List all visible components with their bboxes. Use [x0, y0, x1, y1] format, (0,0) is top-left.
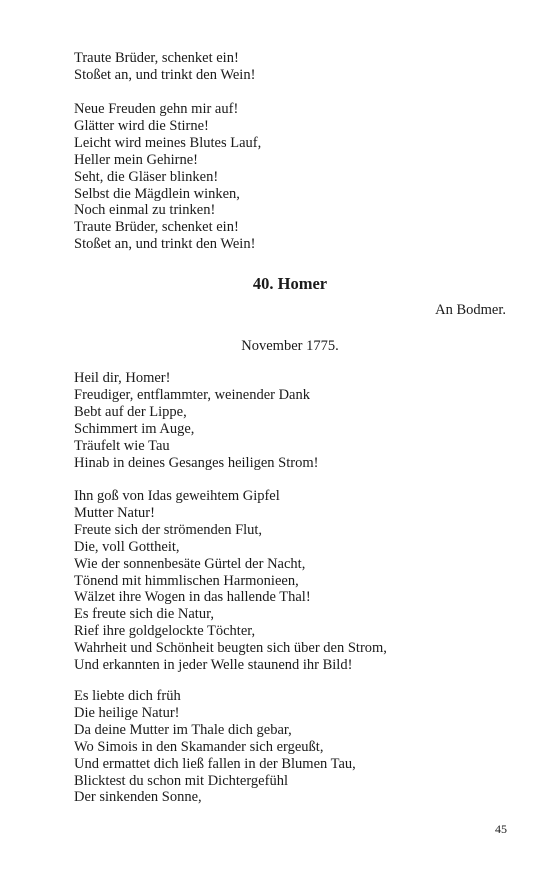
stanza — [74, 688, 514, 806]
verse-line: Glätter wird die Stirne! — [74, 117, 209, 134]
verse-line: Und erkannten in jeder Welle staunend ihr Bild! — [74, 657, 353, 674]
verse-line: Da deine Mutter im Thale dich gebar, — [74, 721, 292, 738]
verse-line: Rief ihre goldgelockte Töchter, — [74, 623, 256, 640]
verse-line: Heil dir, Homer! — [74, 370, 171, 386]
verse-line: Die, voll Gottheit, — [74, 538, 180, 555]
verse-line: Es freute sich die Natur, — [74, 606, 214, 623]
poem-dedication: An Bodmer. — [435, 302, 506, 318]
stanza — [74, 50, 514, 84]
verse-line: Bebt auf der Lippe, — [74, 403, 187, 420]
verse-line: Tönend mit himmlischen Harmonieen, — [74, 572, 299, 589]
verse-line: Schimmert im Auge, — [74, 420, 195, 437]
verse-line: Der sinkenden Sonne, — [74, 789, 202, 806]
verse-line: Wälzet ihre Wogen in das hallende Thal! — [74, 589, 311, 606]
stanza — [74, 370, 514, 471]
verse-line: Stoßet an, und trinkt den Wein! — [74, 66, 256, 83]
verse-line: Blicktest du schon mit Dichtergefühl — [74, 772, 288, 789]
stanza — [74, 101, 514, 253]
verse-line: Stoßet an, und trinkt den Wein! — [74, 236, 256, 253]
verse-line: Heller mein Gehirne! — [74, 151, 199, 168]
verse-line: Wo Simois in den Skamander sich ergeußt, — [74, 738, 324, 755]
verse-line: Hinab in deines Gesanges heiligen Strom! — [74, 454, 319, 471]
stanza — [74, 488, 514, 674]
verse-line: Traute Brüder, schenket ein! — [74, 50, 239, 66]
verse-line: Neue Freuden gehn mir auf! — [74, 101, 239, 117]
verse-line: Traute Brüder, schenket ein! — [74, 219, 239, 236]
verse-line: Und ermattet dich ließ fallen in der Blumen Tau, — [74, 755, 356, 772]
verse-line: Träufelt wie Tau — [74, 437, 170, 454]
verse-line: Selbst die Mägdlein winken, — [74, 185, 240, 202]
verse-line: Freute sich der strömenden Flut, — [74, 521, 263, 538]
verse-line: Wahrheit und Schönheit beugten sich über den Strom, — [74, 640, 387, 657]
poem-title: 40. Homer — [252, 274, 328, 293]
verse-line: Noch einmal zu trinken! — [74, 202, 216, 219]
page-number: 45 — [495, 822, 507, 836]
verse-line: Mutter Natur! — [74, 504, 155, 521]
verse-line: Die heilige Natur! — [74, 704, 180, 721]
verse-line: Freudiger, entflammter, weinender Dank — [74, 386, 310, 403]
verse-line: Ihn goß von Idas geweihtem Gipfel — [74, 488, 280, 504]
verse-line: Seht, die Gläser blinken! — [74, 168, 219, 185]
verse-line: Es liebte dich früh — [74, 688, 181, 704]
verse-line: Wie der sonnenbesäte Gürtel der Nacht, — [74, 555, 306, 572]
verse-line: Leicht wird meines Blutes Lauf, — [74, 134, 262, 151]
poem-date: November 1775. — [241, 338, 339, 354]
